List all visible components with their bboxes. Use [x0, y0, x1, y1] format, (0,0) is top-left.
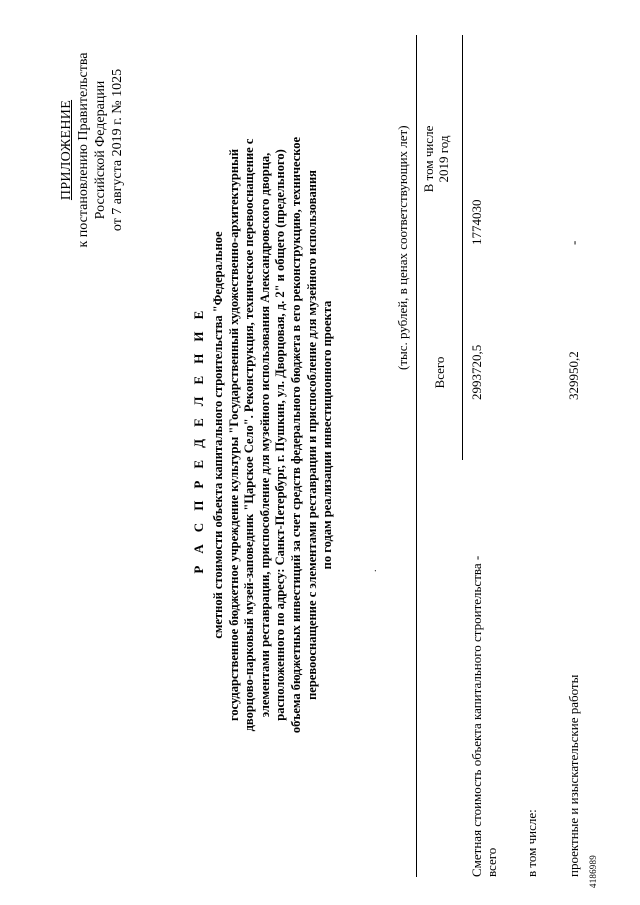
row-3-label: проектные и изыскательские работы — [566, 674, 581, 877]
appendix-line-2: Российской Федерации — [93, 80, 108, 220]
row-3-total: 329950,2 — [566, 351, 581, 400]
subtitle-line-2: государственное бюджетное учреждение культуры "Государственный художественно-архитектурный — [226, 148, 241, 722]
appendix-heading: ПРИЛОЖЕНИЕ — [59, 99, 74, 201]
appendix-line-1: к постановлению Правительства — [76, 52, 91, 248]
row-1-label-line-1: Сметная стоимость объекта капитального строительства - — [469, 555, 484, 877]
row-3-year-2019: - — [566, 240, 581, 245]
table-header-rule — [462, 35, 463, 460]
document-title: Р А С П Р Е Д Е Л Е Н И Е — [191, 306, 206, 574]
header-year — [421, 35, 451, 283]
subtitle-line-8: по годам реализации инвестиционного проекта — [320, 300, 335, 570]
header-year-line-2: 2019 год — [436, 135, 451, 183]
document-id-code: 4186989 — [588, 855, 598, 888]
subtitle-line-1: сметной стоимости объекта капитального строительства "Федеральное — [211, 231, 225, 639]
row-1-label-line-2: всего — [484, 847, 499, 877]
header-year-line-1: В том числе — [421, 125, 436, 193]
stray-mark: . — [368, 569, 379, 572]
appendix-block — [58, 35, 126, 265]
header-total: Всего — [432, 356, 447, 389]
row-1-total: 2993720,5 — [469, 344, 484, 400]
appendix-line-3: от 7 августа 2019 г. № 1025 — [110, 68, 125, 232]
table-top-rule — [416, 35, 417, 877]
units-note: (тыс. рублей, в ценах соответствующих лет) — [395, 125, 410, 370]
subtitle-line-3: дворцово-парковый музей-заповедник "Царское Село". Реконструкция, техническое перевооснащение с — [242, 138, 257, 732]
subtitle-line-7: перевооснащение с элементами реставрации и приспособление для музейного использования — [304, 170, 319, 700]
row-2-label: в том числе: — [524, 809, 539, 877]
subtitle-line-6: объема бюджетных инвестиций за счет средств федерального бюджета в его реконструкцию, техническое — [288, 136, 303, 734]
subtitle-line-4: элементами реставрации, приспособление для музейного использования Александровского дворца, — [257, 152, 272, 718]
subtitle-line-5: расположенного по адресу: Санкт-Петербург, г. Пушкин, ул. Дворцовая, д. 2" и общего (предельного) — [273, 149, 288, 721]
cost-table — [416, 35, 640, 905]
row-1-year-2019: 1774030 — [469, 199, 484, 245]
document-subtitle — [211, 55, 336, 815]
